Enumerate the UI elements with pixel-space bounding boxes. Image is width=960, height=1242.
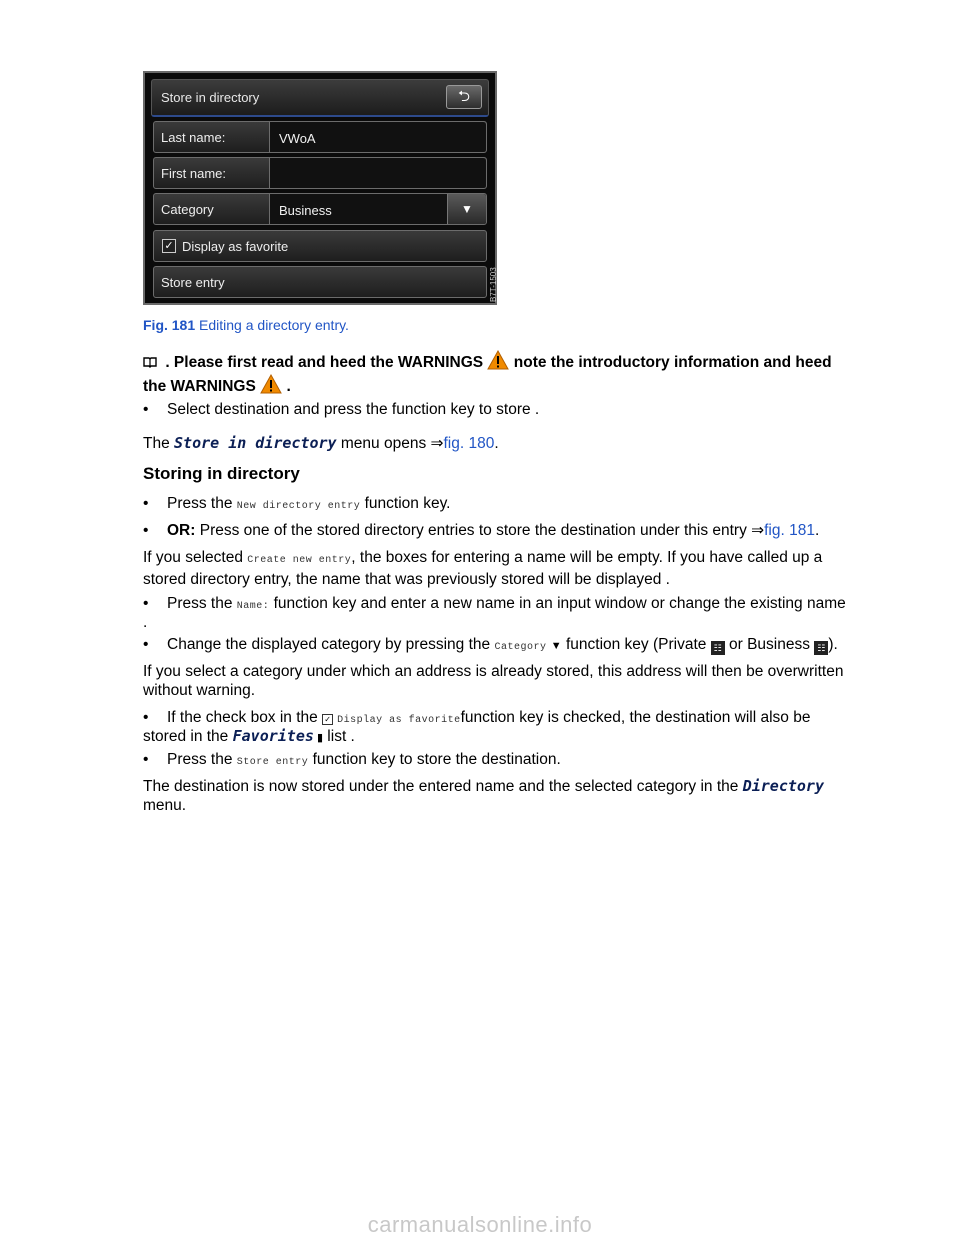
paragraph: The destination is now stored under the entered name and the selected category in the Directory menu. xyxy=(143,777,824,814)
function-key: Store entry xyxy=(236,757,309,768)
checkbox-checked-icon: ✓ xyxy=(322,714,333,725)
last-name-row[interactable] xyxy=(153,121,487,153)
caption-text: Editing a directory entry. xyxy=(199,317,349,333)
bullet-icon: • xyxy=(143,751,149,768)
function-key: Name: xyxy=(236,601,270,612)
first-name-field[interactable] xyxy=(269,158,486,188)
bullet-icon: • xyxy=(143,709,149,726)
category-dropdown-button[interactable] xyxy=(447,194,486,224)
chevron-down-icon: ▼ xyxy=(461,202,473,216)
display-favorite-label: Display as favorite xyxy=(182,239,289,254)
site-watermark: carmanualsonline.info xyxy=(367,1212,593,1237)
bullet-icon: • xyxy=(143,401,149,418)
paragraph: If you selected Create new entry, the boxes for entering a name will be empty. If you have called up a stored directory entry, the name that was previously stored will be displayed . xyxy=(143,549,823,588)
warning-line-2 xyxy=(143,374,291,399)
warning-triangle-icon xyxy=(487,350,509,375)
store-entry-label: Store entry xyxy=(161,275,225,290)
book-icon xyxy=(143,354,157,373)
bullet-icon: • xyxy=(143,495,149,512)
chevron-down-icon: ▼ xyxy=(550,640,562,652)
paragraph: If you select a category under which an address is already stored, this address will then be overwritten without warning. xyxy=(143,663,844,699)
figure-caption xyxy=(143,316,349,335)
back-arrow-icon: ⮌ xyxy=(457,88,470,105)
function-key: Create new entry xyxy=(247,555,352,566)
warning-triangle-icon xyxy=(260,374,282,399)
section-heading: Storing in directory xyxy=(143,464,300,483)
checkbox-checked-icon[interactable]: ✓ xyxy=(162,239,176,253)
back-button[interactable] xyxy=(446,85,482,109)
last-name-value: VWoA xyxy=(279,131,316,146)
warning-middle: note the introductory information and heed xyxy=(513,354,832,371)
category-label: Category xyxy=(161,202,214,217)
figure-link[interactable]: fig. 181 xyxy=(764,522,815,539)
bullet-icon: • xyxy=(143,595,149,612)
screen-title-bar xyxy=(151,79,489,117)
caption-number: Fig. 181 xyxy=(143,317,196,333)
menu-name: Directory xyxy=(742,777,824,795)
category-row[interactable] xyxy=(153,193,487,225)
display-favorite-row[interactable] xyxy=(153,230,487,262)
first-name-row[interactable] xyxy=(153,157,487,189)
bullet-icon: • xyxy=(143,522,149,539)
function-key: Category xyxy=(494,642,547,653)
menu-name: Store in directory xyxy=(174,434,337,452)
menu-name: Favorites xyxy=(232,727,314,745)
bullet-icon: • xyxy=(143,636,149,653)
business-icon: ☷ xyxy=(814,641,828,655)
category-value: Business xyxy=(279,203,332,218)
private-icon: ☷ xyxy=(711,641,725,655)
category-field[interactable] xyxy=(269,194,448,224)
last-name-field[interactable] xyxy=(269,122,486,152)
screen-title: Store in directory xyxy=(161,90,260,105)
warning-prefix: . Please first read and heed the WARNINGS xyxy=(165,354,484,371)
screen-figure xyxy=(143,71,497,305)
warning-line2: the WARNINGS xyxy=(143,378,256,395)
warning-line-1 xyxy=(143,350,832,375)
figure-code: B7T-1503 xyxy=(489,267,498,302)
function-key: Display as favorite xyxy=(337,715,461,726)
list-item-continued: stored in the Favorites ▮ list . xyxy=(143,727,355,745)
store-entry-row[interactable] xyxy=(153,266,487,298)
paragraph: The Store in directory menu opens ⇒fig. 180. xyxy=(143,434,499,452)
function-key: New directory entry xyxy=(236,501,361,512)
figure-link[interactable]: fig. 180 xyxy=(443,435,495,452)
list-marker-icon: ▮ xyxy=(313,732,323,744)
last-name-label: Last name: xyxy=(161,130,226,145)
warning-end: . xyxy=(286,378,291,395)
first-name-label: First name: xyxy=(161,166,227,181)
